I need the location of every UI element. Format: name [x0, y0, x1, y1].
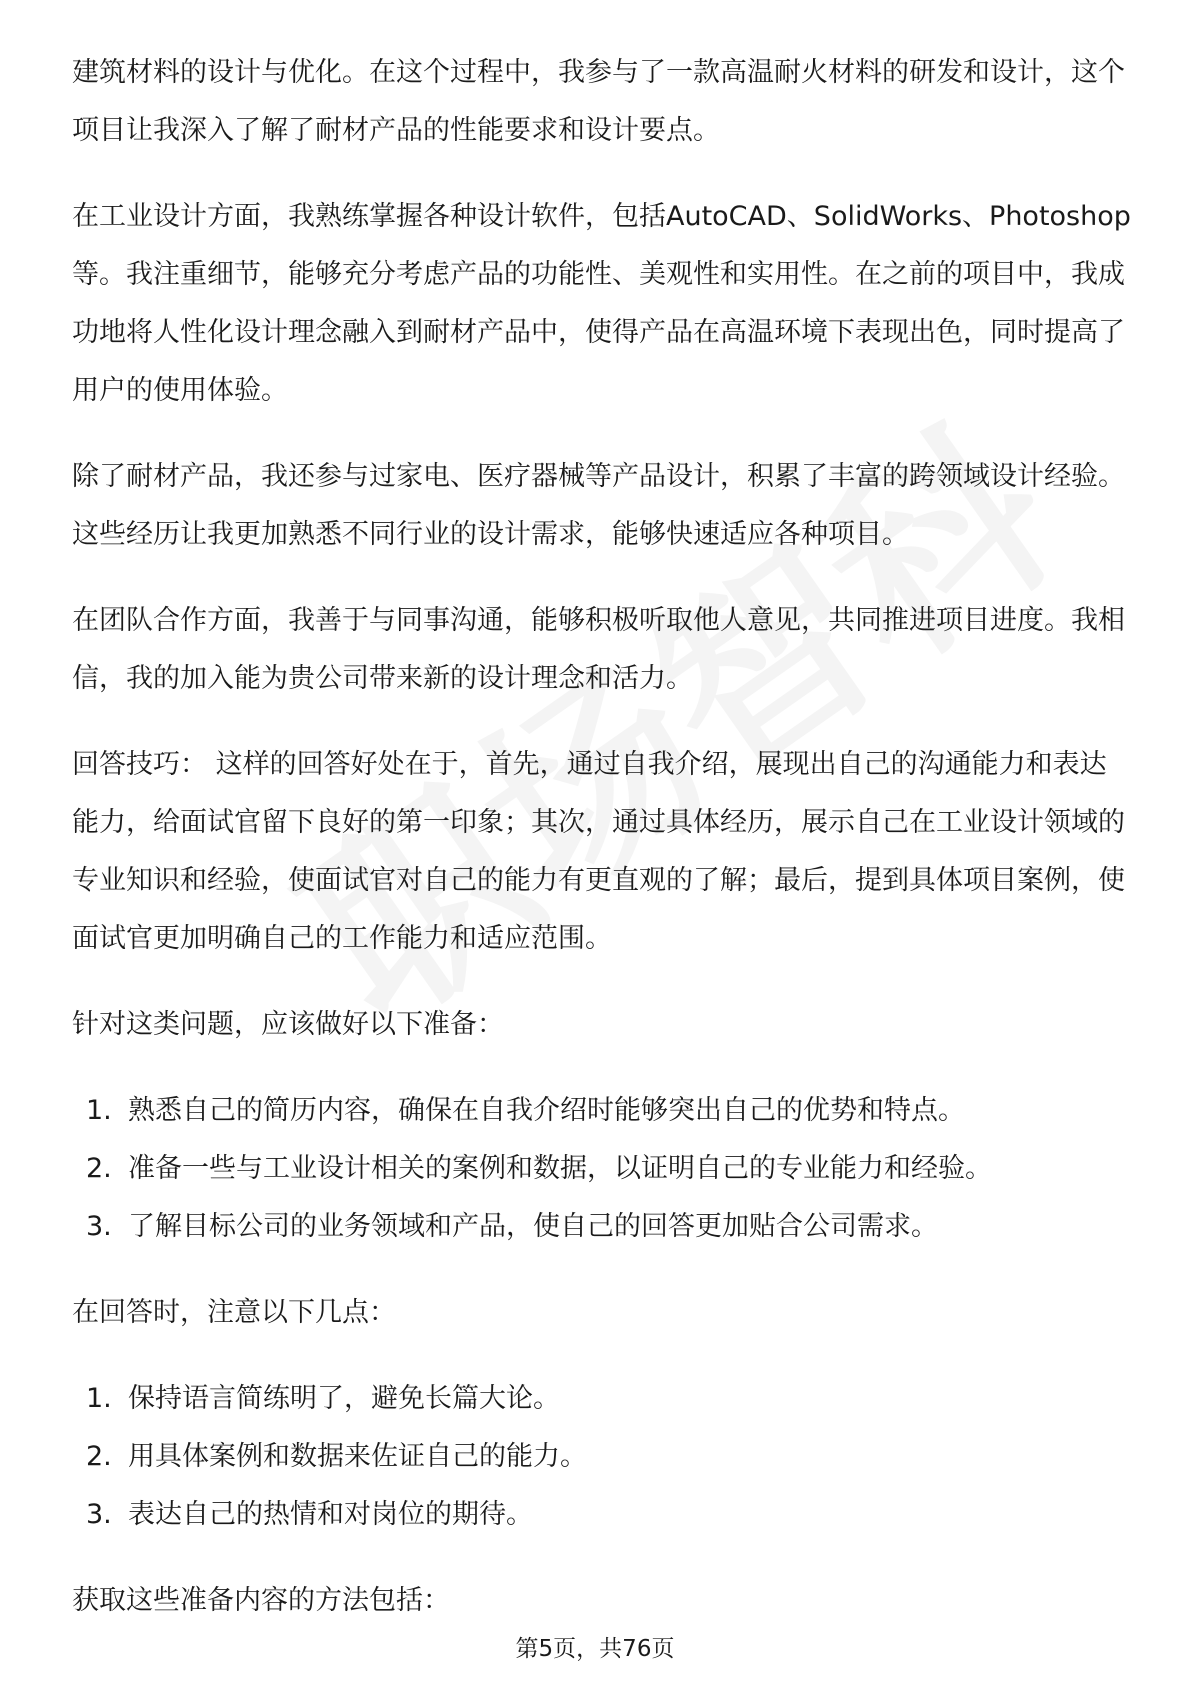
- paragraph-answer-tips: 回答技巧： 这样的回答好处在于，首先，通过自我介绍，展现出自己的沟通能力和表达能力，给面试官留下良好的第一印象；其次，通过具体经历，展示自己在工业设计领域的专业知识和经验，使面试官对自己的能力有更直观的了解；最后，提到具体项目案例，使面试官更加明确自己的工作能力和适应范围。: [72, 749, 1125, 954]
- list-number: 1.: [86, 1383, 112, 1414]
- list-item: [72, 1082, 1132, 1140]
- list-text: 了解目标公司的业务领域和产品，使自己的回答更加贴合公司需求。: [128, 1211, 938, 1242]
- list-item: [72, 1140, 1132, 1198]
- list-text: 熟悉自己的简历内容，确保在自我介绍时能够突出自己的优势和特点。: [128, 1095, 965, 1126]
- list-number: 2.: [86, 1153, 112, 1184]
- list-number: 3.: [86, 1211, 112, 1242]
- list-item: [72, 1370, 1132, 1428]
- list-text: 表达自己的热情和对岗位的期待。: [128, 1499, 533, 1530]
- list-text: 准备一些与工业设计相关的案例和数据，以证明自己的专业能力和经验。: [128, 1153, 992, 1184]
- paragraph-attention-intro: 在回答时，注意以下几点：: [72, 1297, 396, 1328]
- paragraph-closing: 获取这些准备内容的方法包括：: [72, 1585, 450, 1616]
- attention-list: [72, 1370, 1132, 1544]
- list-item: [72, 1198, 1132, 1256]
- paragraph-cross-domain: 除了耐材产品，我还参与过家电、医疗器械等产品设计，积累了丰富的跨领域设计经验。这些经历让我更加熟悉不同行业的设计需求，能够快速适应各种项目。: [72, 461, 1125, 550]
- paragraph-prep-intro: 针对这类问题，应该做好以下准备：: [72, 1009, 504, 1040]
- list-number: 2.: [86, 1441, 112, 1472]
- list-text: 用具体案例和数据来佐证自己的能力。: [128, 1441, 587, 1472]
- list-number: 1.: [86, 1095, 112, 1126]
- list-number: 3.: [86, 1499, 112, 1530]
- paragraph-industrial-design: 在工业设计方面，我熟练掌握各种设计软件，包括AutoCAD、SolidWorks、Photoshop等。我注重细节，能够充分考虑产品的功能性、美观性和实用性。在之前的项目中，我成功地将人性化设计理念融入到耐材产品中，使得产品在高温环境下表现出色，同时提高了用户的使用体验。: [72, 201, 1131, 406]
- paragraph-teamwork: 在团队合作方面，我善于与同事沟通，能够积极听取他人意见，共同推进项目进度。我相信，我的加入能为贵公司带来新的设计理念和活力。: [72, 605, 1125, 694]
- page-footer: 第5页，共76页: [515, 1636, 675, 1662]
- list-item: [72, 1428, 1132, 1486]
- document-body: [72, 44, 1132, 1658]
- prep-list: [72, 1082, 1132, 1256]
- list-text: 保持语言简练明了，避免长篇大论。: [128, 1383, 560, 1414]
- list-item: [72, 1486, 1132, 1544]
- paragraph-materials-design: 建筑材料的设计与优化。在这个过程中，我参与了一款高温耐火材料的研发和设计，这个项目让我深入了解了耐材产品的性能要求和设计要点。: [72, 57, 1125, 146]
